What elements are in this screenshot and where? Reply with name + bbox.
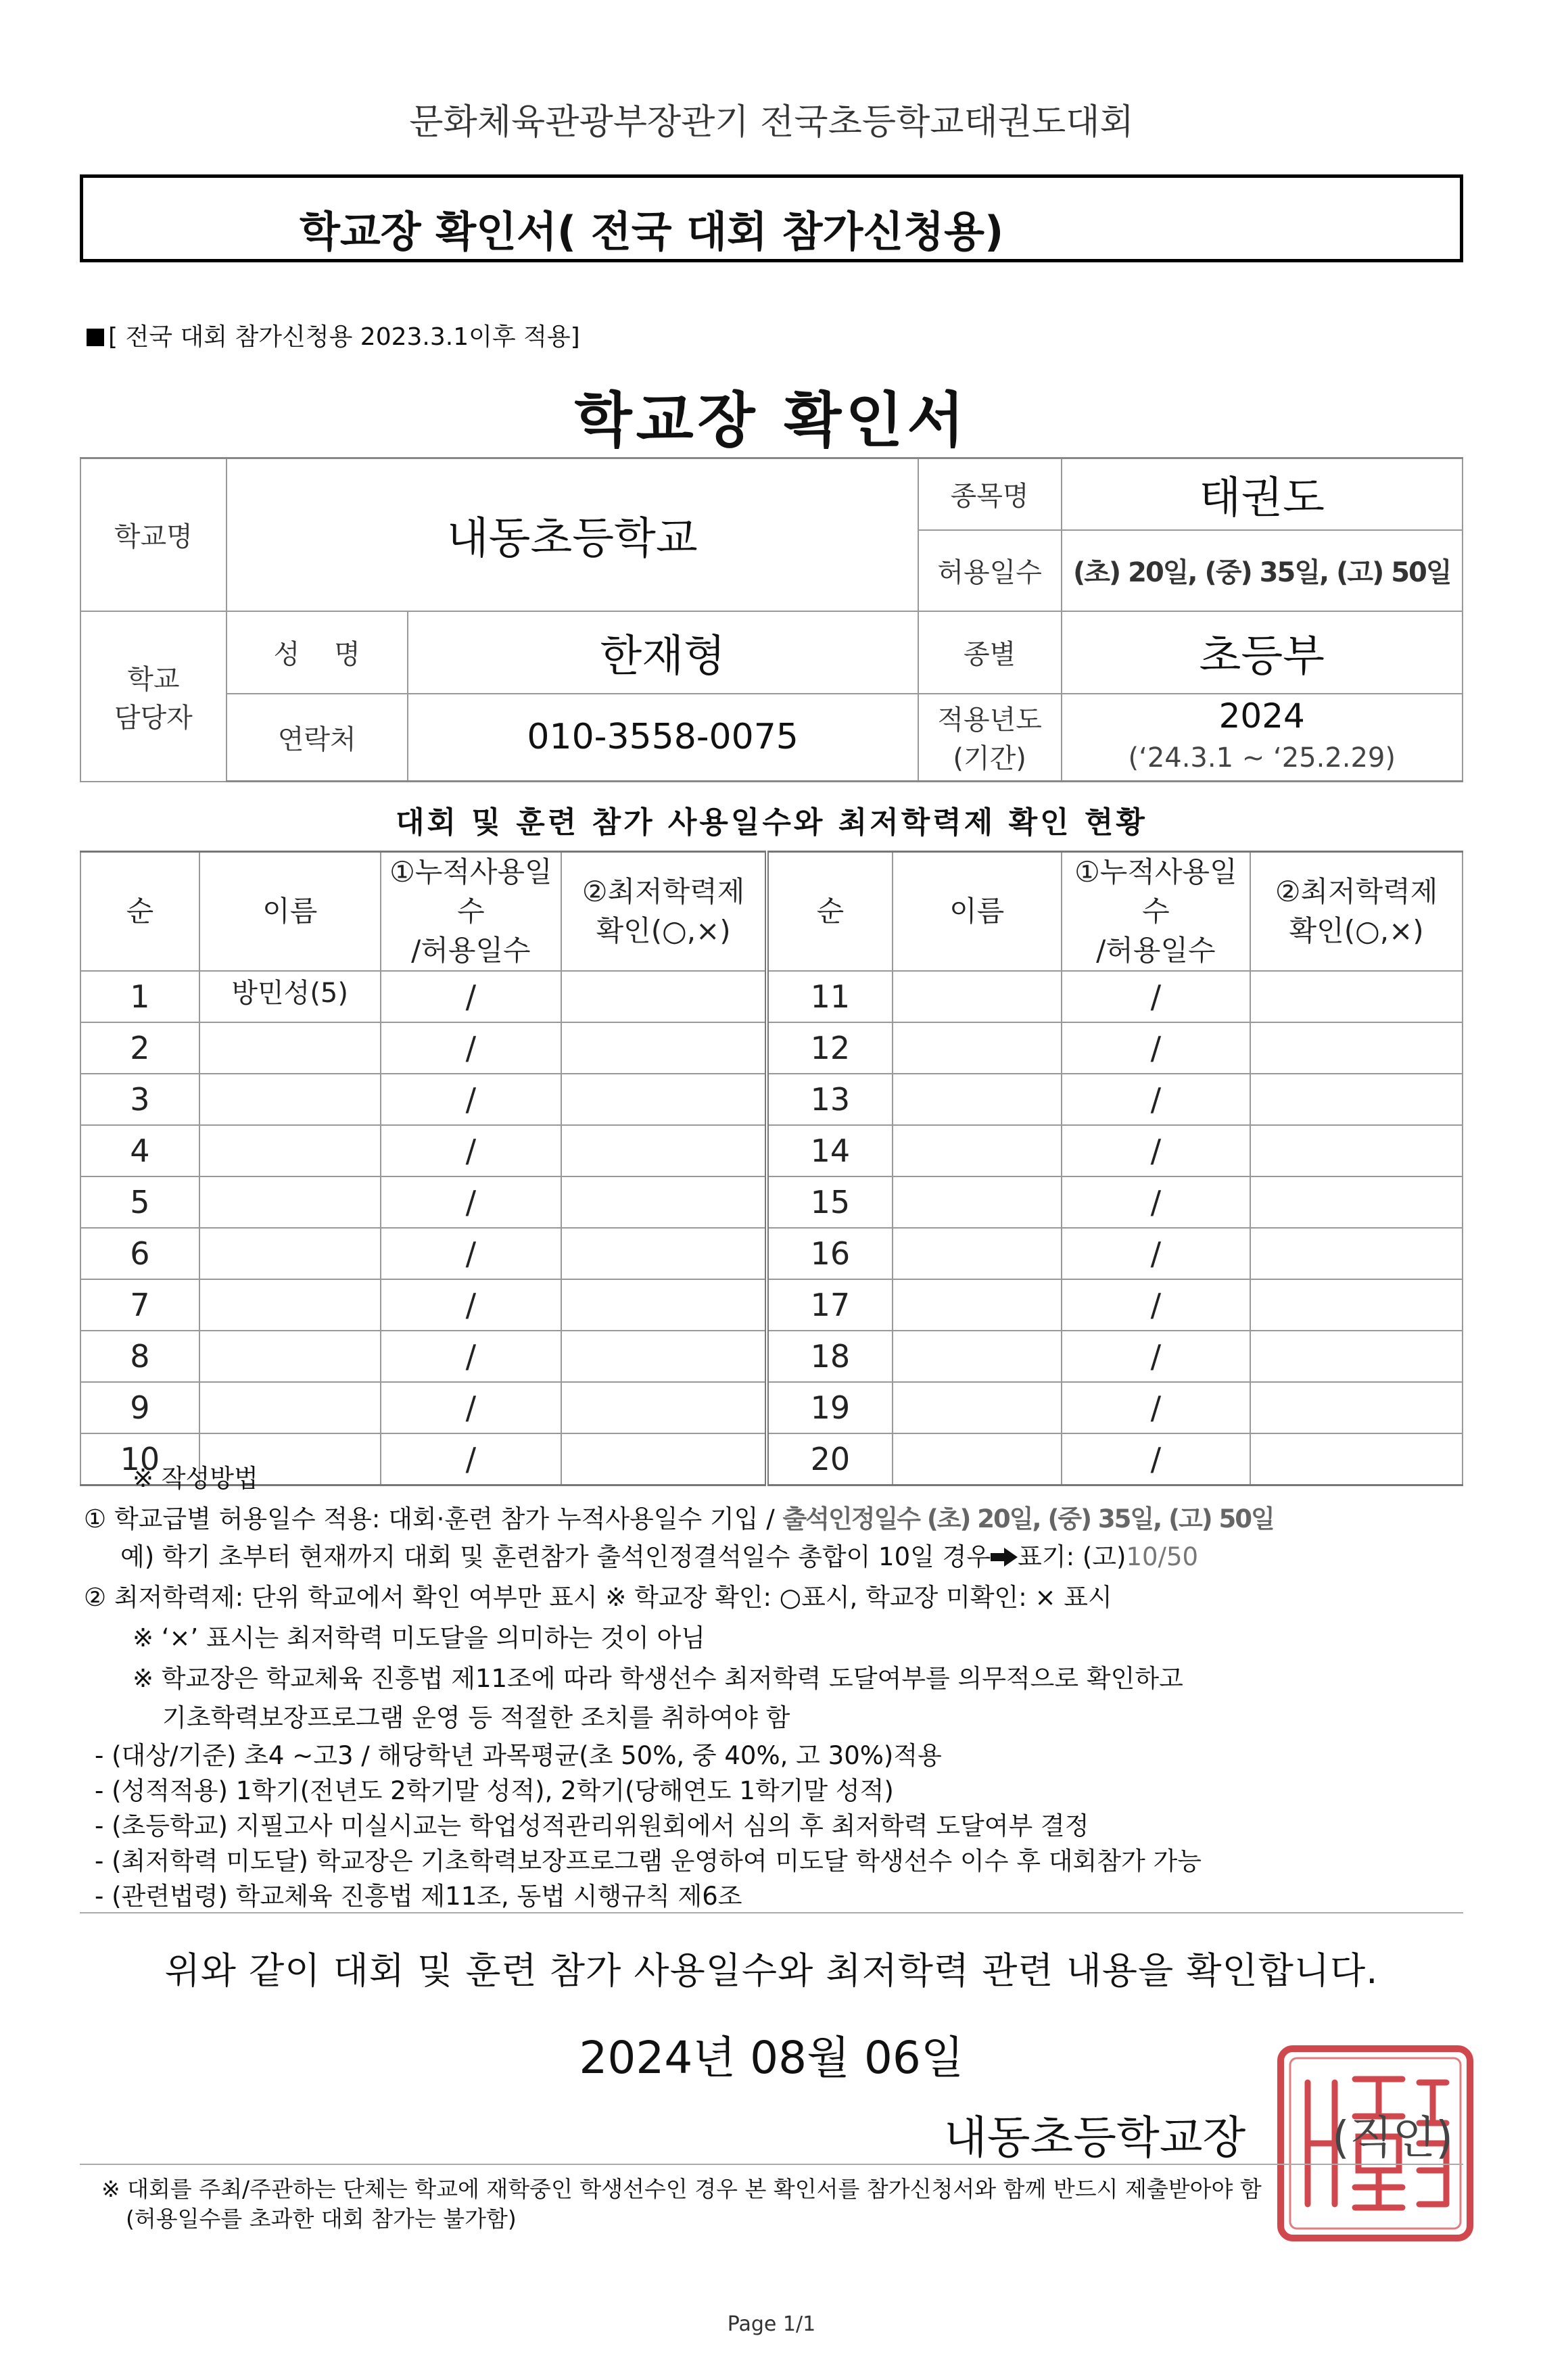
row-min-2 [1250, 1331, 1463, 1382]
divider [80, 1912, 1463, 1913]
row-no-2: 16 [767, 1228, 893, 1279]
year-label-1: 적용년도 [937, 705, 1042, 736]
row-no-2: 13 [767, 1074, 893, 1125]
col-days-2 [1062, 852, 1251, 972]
instruction-line-5: ※ 학교장은 학교체육 진흥법 제11조에 따라 학생선수 최저학력 도달여부를 의무적으로 확인하고 [133, 1664, 1183, 1693]
contact-group-label [80, 611, 227, 782]
col-min-line2: 확인(○,×) [596, 914, 731, 947]
row-name-2 [893, 1125, 1062, 1176]
row-min-2 [1250, 1074, 1463, 1125]
principal-name: 내동초등학교장 [944, 2112, 1246, 2164]
row-min [561, 971, 767, 1022]
box-title: 학교장 확인서( 전국 대회 참가신청용) [300, 207, 1004, 256]
title-box [80, 174, 1463, 262]
allowed-days-label: 허용일수 [918, 530, 1062, 611]
row-no-2: 17 [767, 1279, 893, 1331]
year-cell [1062, 694, 1463, 782]
row-min [561, 1228, 767, 1279]
status-title: 대회 및 훈련 참가 사용일수와 최저학력제 확인 현황 [396, 805, 1147, 840]
status-header-row [80, 852, 1463, 972]
instruction-1-num: ① [84, 1504, 107, 1533]
row-name [199, 1279, 381, 1331]
instruction-1-grey: 출석인정일수 (초) 20일, (중) 35일, (고) 50일 [782, 1504, 1274, 1533]
contact-group-label-1: 학교 [127, 663, 180, 695]
instruction-line-4: ※ ‘×’ 표시는 최저학력 미도달을 의미하는 것이 아님 [133, 1623, 705, 1652]
col-min-2 [1250, 852, 1463, 972]
row-name-2 [893, 1382, 1062, 1433]
row-days: / [381, 1382, 562, 1433]
row-name [199, 1022, 381, 1074]
row-name [199, 1382, 381, 1433]
row-name [199, 1125, 381, 1176]
row-min-2 [1250, 971, 1463, 1022]
header-title: 문화체육관광부장관기 전국초등학교태권도대회 [409, 102, 1134, 143]
row-name [199, 1228, 381, 1279]
row-name-2 [893, 1279, 1062, 1331]
col-name-2: 이름 [893, 852, 1062, 972]
row-min-2 [1250, 1433, 1463, 1485]
col-min-line1: ②최저학력제 [581, 875, 745, 908]
row-no: 10 [80, 1433, 199, 1485]
status-table [80, 851, 1463, 1486]
col-days-2-line1: ①누적사용일수 [1074, 855, 1237, 928]
name-label: 성 명 [227, 611, 408, 694]
year-label-2: (기간) [953, 743, 1026, 775]
row-name-2 [893, 1074, 1062, 1125]
row-min [561, 1279, 767, 1331]
row-min-2 [1250, 1382, 1463, 1433]
row-days: / [381, 1074, 562, 1125]
footnote-line-2: (허용일수를 초과한 대회 참가는 불가함) [126, 2206, 517, 2232]
table-row [80, 1022, 1463, 1074]
row-min [561, 1022, 767, 1074]
row-no: 5 [80, 1176, 199, 1228]
table-row [80, 1331, 1463, 1382]
row-min-2 [1250, 1176, 1463, 1228]
instruction-2-text: 예) 학기 초부터 현재까지 대회 및 훈련참가 출석인정결석일수 총합이 10일 경우 [120, 1542, 991, 1571]
row-name-2 [893, 971, 1062, 1022]
row-days: / [381, 1331, 562, 1382]
col-days-line2: /허용일수 [411, 934, 531, 967]
instruction-3-text: 최저학력제: 단위 학교에서 확인 여부만 표시 ※ 학교장 확인: ○표시, 학교장 미확인: × 표시 [114, 1583, 1112, 1612]
row-name-2 [893, 1022, 1062, 1074]
row-days: / [381, 1433, 562, 1485]
table-row [80, 1176, 1463, 1228]
event-label: 종목명 [918, 458, 1062, 530]
school-label: 학교명 [80, 458, 227, 611]
table-row [80, 1125, 1463, 1176]
row-no: 4 [80, 1125, 199, 1176]
row-no: 3 [80, 1074, 199, 1125]
table-row [80, 1228, 1463, 1279]
instruction-line-2 [120, 1536, 1198, 1573]
row-min [561, 1125, 767, 1176]
instruction-line-9: - (초등학교) 지필고사 미실시교는 학업성적관리위원회에서 심의 후 최저학력 도달여부 결정 [95, 1811, 1089, 1840]
row-name [199, 1074, 381, 1125]
row-no: 7 [80, 1279, 199, 1331]
row-name [199, 1176, 381, 1228]
table-row [80, 1433, 1463, 1485]
square-bullet-icon [87, 329, 104, 346]
row-name-2 [893, 1433, 1062, 1485]
row-no-2: 20 [767, 1433, 893, 1485]
row-no-2: 19 [767, 1382, 893, 1433]
year-label [918, 694, 1062, 782]
col-name: 이름 [199, 852, 381, 972]
row-no-2: 14 [767, 1125, 893, 1176]
row-name [199, 1331, 381, 1382]
row-days: / [381, 1125, 562, 1176]
col-days-2-line2: /허용일수 [1096, 934, 1216, 967]
row-min-2 [1250, 1125, 1463, 1176]
instruction-2-after: 표기: (고) [1018, 1542, 1126, 1571]
event-value: 태권도 [1062, 458, 1463, 530]
row-days: / [381, 1228, 562, 1279]
instruction-line-8: - (성적적용) 1학기(전년도 2학기말 성적), 2학기(당해연도 1학기말 성적) [95, 1776, 894, 1805]
footer-divider [80, 2164, 1463, 2165]
seal-label: (직인) [1332, 2112, 1454, 2164]
row-days-2: / [1062, 1074, 1251, 1125]
form-note-text: [ 전국 대회 참가신청용 2023.3.1이후 적용] [108, 323, 580, 351]
contact-group-label-2: 담당자 [114, 702, 193, 734]
instruction-line-1 [84, 1498, 1274, 1535]
row-days: / [381, 971, 562, 1022]
row-days-2: / [1062, 1331, 1251, 1382]
row-days-2: / [1062, 971, 1251, 1022]
row-no-2: 18 [767, 1331, 893, 1382]
col-min-2-line2: 확인(○,×) [1289, 914, 1424, 947]
row-min-2 [1250, 1228, 1463, 1279]
issue-date: 2024년 08월 06일 [579, 2032, 964, 2084]
instruction-line-11: - (관련법령) 학교체육 진흥법 제11조, 동법 시행규칙 제6조 [95, 1882, 742, 1911]
main-title: 학교장 확인서 [574, 385, 969, 455]
table-row [80, 971, 1463, 1022]
row-days-2: / [1062, 1125, 1251, 1176]
confirm-statement: 위와 같이 대회 및 훈련 참가 사용일수와 최저학력 관련 내용을 확인합니다. [164, 1949, 1379, 1992]
row-min-2 [1250, 1022, 1463, 1074]
col-min [561, 852, 767, 972]
table-row [80, 1382, 1463, 1433]
col-days-line1: ①누적사용일수 [389, 855, 552, 928]
instruction-2-grey: 10/50 [1126, 1542, 1199, 1571]
row-min [561, 1331, 767, 1382]
instruction-1-text: 학교급별 허용일수 적용: 대회·훈련 참가 누적사용일수 기입 / [114, 1504, 775, 1533]
form-note [87, 318, 580, 352]
col-days [381, 852, 562, 972]
year-value: 2024 [1218, 696, 1305, 736]
row-no: 2 [80, 1022, 199, 1074]
division-label: 종별 [918, 611, 1062, 694]
arrow-right-icon [991, 1548, 1018, 1567]
col-no: 순 [80, 852, 199, 972]
row-min [561, 1176, 767, 1228]
row-days-2: / [1062, 1382, 1251, 1433]
row-days-2: / [1062, 1022, 1251, 1074]
row-min [561, 1433, 767, 1485]
row-days-2: / [1062, 1433, 1251, 1485]
row-name: 방민성(5) [199, 971, 381, 1022]
row-no-2: 12 [767, 1022, 893, 1074]
instruction-3-num: ② [84, 1583, 107, 1612]
row-name-2 [893, 1176, 1062, 1228]
row-name-2 [893, 1331, 1062, 1382]
row-no: 8 [80, 1331, 199, 1382]
col-min-2-line1: ②최저학력제 [1275, 875, 1438, 908]
row-days-2: / [1062, 1228, 1251, 1279]
info-table [80, 457, 1463, 782]
row-min-2 [1250, 1279, 1463, 1331]
row-days: / [381, 1279, 562, 1331]
instruction-line-6: 기초학력보장프로그램 운영 등 적절한 조치를 취하여야 함 [162, 1703, 790, 1732]
instruction-line-10: - (최저학력 미도달) 학교장은 기초학력보장프로그램 운영하여 미도달 학생선수 이수 후 대회참가 가능 [95, 1847, 1202, 1876]
row-no: 9 [80, 1382, 199, 1433]
instructions-heading: ※ 작성방법 [133, 1464, 258, 1493]
row-no: 6 [80, 1228, 199, 1279]
row-no: 1 [80, 971, 199, 1022]
col-no-2: 순 [767, 852, 893, 972]
table-row [80, 1279, 1463, 1331]
school-value: 내동초등학교 [227, 458, 918, 611]
row-no-2: 11 [767, 971, 893, 1022]
period-value: (‘24.3.1 ~ ‘25.2.29) [1128, 742, 1396, 774]
row-name-2 [893, 1228, 1062, 1279]
row-no-2: 15 [767, 1176, 893, 1228]
row-days: / [381, 1022, 562, 1074]
phone-label: 연락처 [227, 694, 408, 782]
table-row [80, 1074, 1463, 1125]
instruction-line-7: - (대상/기준) 초4 ~고3 / 해당학년 과목평균(초 50%, 중 40%, 고 30%)적용 [95, 1741, 942, 1770]
phone-value: 010-3558-0075 [408, 694, 918, 782]
instruction-line-3 [84, 1577, 1112, 1613]
row-days-2: / [1062, 1176, 1251, 1228]
row-days-2: / [1062, 1279, 1251, 1331]
row-min [561, 1074, 767, 1125]
allowed-days-value: (초) 20일, (중) 35일, (고) 50일 [1062, 530, 1463, 611]
division-value: 초등부 [1062, 611, 1463, 694]
footnote-line-1: ※ 대회를 주최/주관하는 단체는 학교에 재학중인 학생선수인 경우 본 확인서를 참가신청서와 함께 반드시 제출받아야 함 [101, 2176, 1262, 2202]
name-value: 한재형 [408, 611, 918, 694]
row-min [561, 1382, 767, 1433]
row-days: / [381, 1176, 562, 1228]
page-number: Page 1/1 [727, 2312, 816, 2336]
